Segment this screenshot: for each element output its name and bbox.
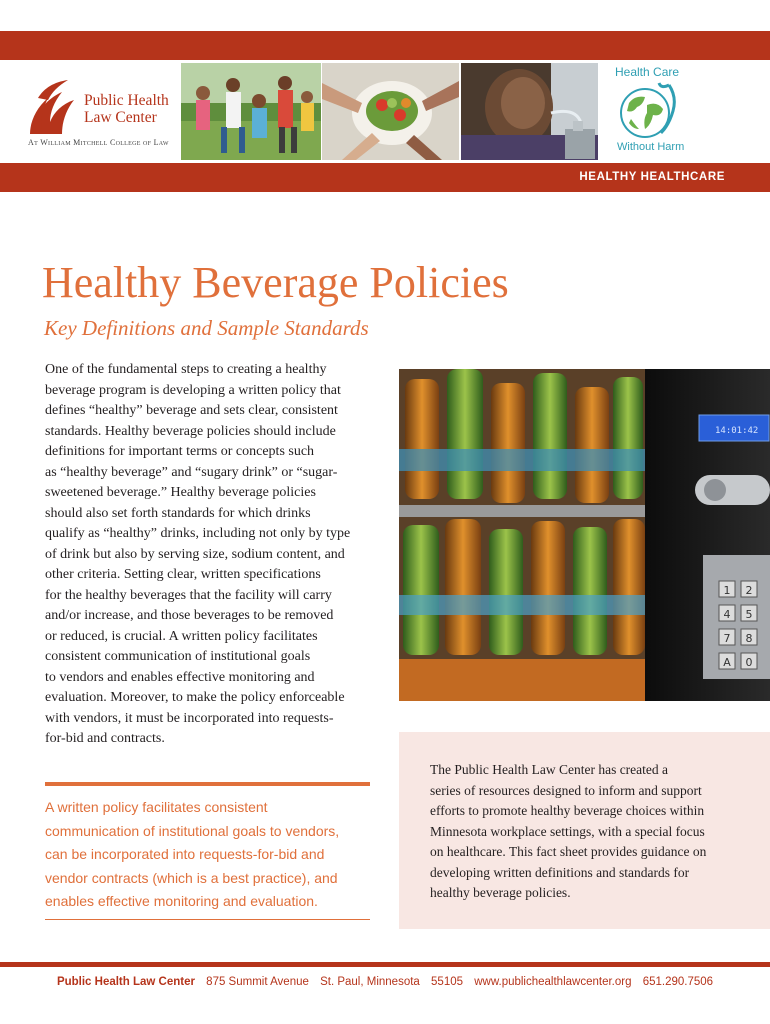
- globe-stethoscope-icon: [615, 81, 681, 141]
- paragraph-line: definitions for important terms or concepts such: [45, 444, 315, 459]
- info-box-text: [430, 760, 750, 904]
- paragraph-line: One of the fundamental steps to creating a healthy: [45, 362, 327, 377]
- info-box-line: healthy beverage policies.: [430, 885, 571, 900]
- keypad-key: 1: [723, 584, 731, 597]
- logo-name-line1: Public Health: [84, 92, 169, 109]
- keypad-key: 2: [745, 584, 753, 597]
- footer-rule: [0, 962, 770, 967]
- pull-quote-line: communication of institutional goals to vendors,: [45, 822, 340, 839]
- logo-subtitle: At William Mitchell College of Law: [28, 138, 169, 147]
- health-care-without-harm-logo: [607, 61, 707, 161]
- paragraph-line: for the healthy beverages that the facility will carry: [45, 587, 332, 603]
- footer-address: 875 Summit Avenue: [206, 976, 309, 988]
- info-box: [399, 732, 770, 929]
- paragraph-line: to vendors and enables effective monitoring and: [45, 669, 315, 685]
- keypad-key: A: [723, 656, 731, 669]
- pull-quote-line: A written policy facilitates consistent: [45, 799, 268, 815]
- footer: [0, 976, 770, 988]
- salad-hands-photo: [322, 63, 459, 160]
- footer-org: Public Health Law Center: [56, 976, 195, 988]
- paragraph-line: and/or increase, and those beverages to be removed: [45, 608, 334, 623]
- vending-machine-photo: [399, 369, 770, 701]
- paragraph-line: standards. Healthy beverage policies should include: [45, 423, 336, 439]
- info-box-line: on healthcare. This fact sheet provides guidance on: [430, 844, 707, 859]
- flame-logo-icon: [28, 78, 76, 136]
- intro-paragraph: [45, 360, 375, 750]
- keypad-key: 4: [723, 608, 731, 621]
- paragraph-line: other criteria. Setting clear, written specifications: [45, 567, 321, 582]
- top-banner-bar: [0, 31, 770, 60]
- section-label: HEALTHY HEALTHCARE: [579, 171, 725, 183]
- keypad-key: 0: [745, 656, 753, 669]
- vending-display-text: 14:01:42: [715, 426, 759, 436]
- page-subtitle: Key Definitions and Sample Standards: [44, 316, 369, 340]
- info-box-line: efforts to promote healthy beverage choices within: [430, 803, 705, 818]
- paragraph-line: should also set forth standards for which drinks: [45, 505, 311, 521]
- logo-name: [84, 92, 169, 126]
- footer-zip: 55105: [431, 976, 464, 988]
- keypad-key: 8: [745, 632, 753, 645]
- keypad-key: 5: [745, 608, 753, 621]
- partner-logo-bottom: Without Harm: [617, 141, 685, 153]
- keypad-key: 7: [723, 632, 731, 645]
- info-box-line: The Public Health Law Center has created a: [430, 762, 669, 777]
- page-title: Healthy Beverage Policies: [42, 258, 509, 307]
- paragraph-line: qualify as “healthy” drinks, including not only by type: [45, 526, 351, 541]
- info-box-line: developing written definitions and standards for: [430, 864, 690, 880]
- paragraph-line: of drink but also by serving size, sodium content, and: [45, 546, 345, 562]
- pull-quote-line: vendor contracts (which is a best practice), and: [45, 869, 338, 886]
- pull-quote: [45, 796, 375, 914]
- paragraph-line: for-bid and contracts.: [45, 731, 165, 746]
- children-running-photo: [181, 63, 321, 160]
- logo-name-line2: Law Center: [84, 109, 157, 126]
- partner-logo-top: Health Care: [615, 65, 680, 79]
- pull-quote-top-rule: [45, 782, 370, 786]
- paragraph-line: or reduced, is crucial. A written policy facilitates: [45, 628, 318, 644]
- info-box-line: Minnesota workplace settings, with a special focus: [430, 823, 705, 839]
- footer-phone: 651.290.7506: [642, 976, 714, 988]
- paragraph-line: defines “healthy” beverage and sets clear, consistent: [45, 403, 338, 418]
- footer-website-link[interactable]: www.publichealthlawcenter.org: [474, 976, 632, 988]
- public-health-law-center-logo: [28, 78, 173, 148]
- info-box-line: series of resources designed to inform and support: [430, 782, 702, 798]
- pull-quote-line: enables effective monitoring and evaluation.: [45, 893, 318, 909]
- paragraph-line: as “healthy beverage” and “sugary drink” or “sugar-: [45, 464, 338, 480]
- paragraph-line: evaluation. Moreover, to make the policy enforceable: [45, 690, 345, 705]
- section-bar: [0, 163, 770, 192]
- paragraph-line: with vendors, it must be incorporated into requests-: [45, 710, 334, 726]
- paragraph-line: consistent communication of institutional goals: [45, 649, 311, 664]
- paragraph-line: beverage program is developing a written policy that: [45, 382, 341, 398]
- paragraph-line: sweetened beverage.” Healthy beverage policies: [45, 485, 316, 500]
- pull-quote-bottom-rule: [45, 919, 370, 920]
- footer-city: St. Paul, Minnesota: [320, 976, 420, 988]
- pull-quote-line: can be incorporated into requests-for-bid and: [45, 846, 325, 862]
- girl-water-fountain-photo: [461, 63, 598, 160]
